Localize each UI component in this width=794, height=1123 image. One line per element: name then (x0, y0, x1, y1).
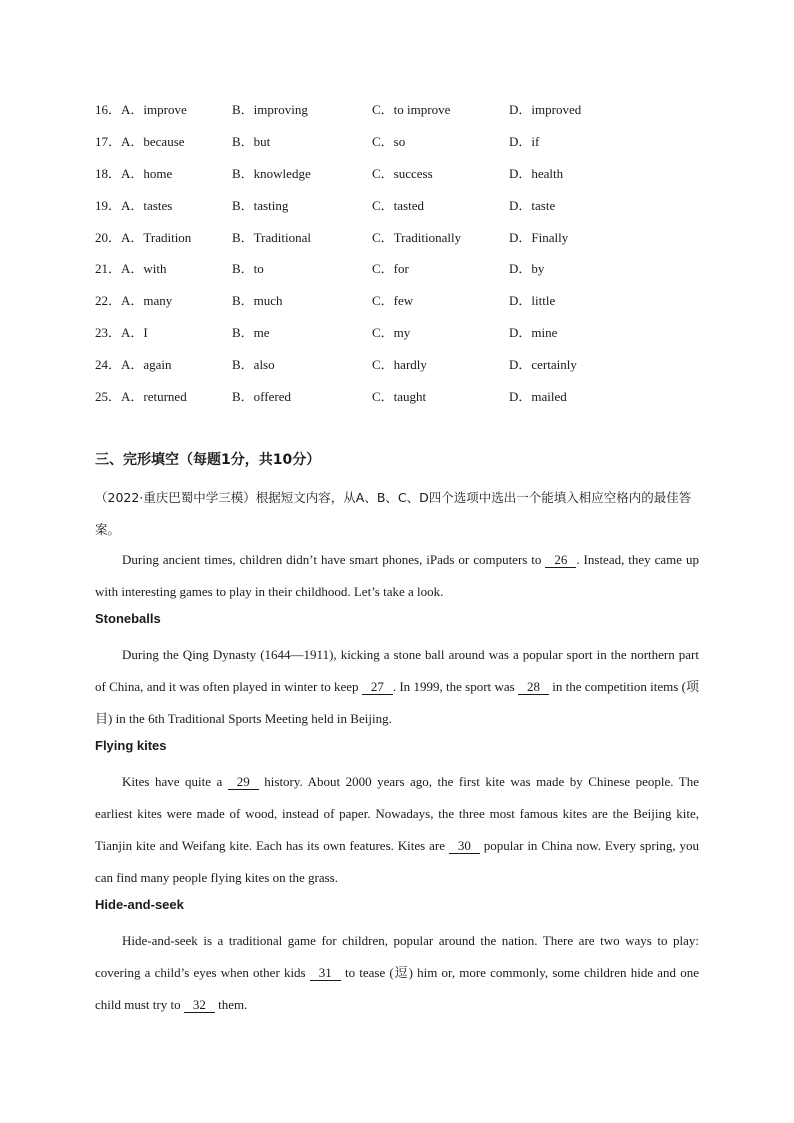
blank-31: 31 (310, 965, 341, 981)
hide-paragraph (95, 925, 699, 1021)
option-a: 25．A．returned (95, 389, 187, 405)
option-b: B．much (232, 293, 283, 309)
stoneballs-text: During the Qing Dynasty (1644—1911), kicking a stone ball around was a popular sport in the northern part of China, and it was often played in winter to keep (95, 647, 699, 694)
section-title: 三、完形填空（每题1分，共10分） (95, 452, 321, 468)
option-d: D．taste (509, 197, 556, 213)
option-a: 19．A．tastes (95, 197, 173, 213)
option-c: C．for (372, 261, 409, 277)
blank-27: 27 (362, 679, 393, 695)
option-row-19 (95, 195, 715, 227)
option-c: C．hardly (372, 357, 427, 373)
option-b: B．tasting (232, 197, 289, 213)
blank-30: 30 (449, 838, 480, 854)
option-c: C．few (372, 293, 414, 309)
heading-flying-kites: Flying kites (95, 738, 167, 753)
blank-32: 32 (184, 997, 215, 1013)
option-row-22 (95, 290, 715, 322)
option-c: C．so (372, 133, 406, 149)
option-b: B．but (232, 133, 271, 149)
option-row-20 (95, 227, 715, 259)
stoneballs-paragraph (95, 639, 699, 735)
blank-28: 28 (518, 679, 549, 695)
kites-text: Kites have quite a (122, 774, 228, 789)
blank-26: 26 (545, 552, 576, 568)
option-b: B．Traditional (232, 229, 311, 245)
option-a: 23．A．I (95, 325, 148, 341)
option-c: C．to improve (372, 102, 451, 117)
option-b: B．me (232, 325, 270, 341)
intro-text: . Instead, they came up with interesting games to play in their childhood. Let’s take a look. (95, 552, 700, 599)
option-row-25 (95, 386, 715, 418)
section-instruction: （2022·重庆巴蜀中学三模）根据短文内容，从A、B、C、D四个选项中选出一个能填入相应空格内的最佳答案。 (95, 490, 692, 537)
option-a: 18．A．home (95, 165, 173, 181)
option-row-16 (95, 99, 715, 131)
option-d: D．by (509, 261, 545, 277)
option-c: C．success (372, 165, 433, 181)
kites-text: popular in China now. Every spring, you can find many people flying kites on the grass. (95, 838, 699, 885)
option-c: C．tasted (372, 197, 424, 213)
option-b: B．also (232, 357, 275, 373)
option-d: D．improved (509, 102, 582, 117)
option-c: C．taught (372, 389, 427, 405)
option-a: 22．A．many (95, 293, 173, 309)
option-d: D．little (509, 293, 556, 309)
option-d: D．if (509, 133, 540, 149)
option-b: B．knowledge (232, 165, 311, 181)
option-a: 17．A．because (95, 133, 185, 149)
stoneballs-text: in the competition items (项目) in the 6th Traditional Sports Meeting held in Beijing. (95, 679, 699, 726)
option-d: D．certainly (509, 357, 577, 373)
hide-text: Hide-and-seek is a traditional game for children, popular around the nation. There are two ways to play: covering a child’s eyes when other kids (95, 933, 699, 980)
option-d: D．Finally (509, 229, 569, 245)
intro-text: During ancient times, children didn’t have smart phones, iPads or computers to (122, 552, 546, 567)
kites-paragraph (95, 766, 699, 894)
hide-text: them. (214, 997, 248, 1012)
hide-text: to tease (逗) him or, more commonly, some children hide and one child must try to (95, 965, 699, 1012)
intro-paragraph (95, 544, 699, 608)
option-a: 20．A．Tradition (95, 229, 192, 245)
option-row-21 (95, 258, 715, 290)
heading-stoneballs: Stoneballs (95, 611, 161, 626)
option-b: B．improving (232, 102, 308, 117)
option-b: B．offered (232, 389, 291, 405)
option-row-18 (95, 163, 715, 195)
option-a: 21．A．with (95, 261, 167, 277)
option-a: 24．A．again (95, 357, 172, 373)
option-b: B．to (232, 261, 264, 277)
option-row-24 (95, 354, 715, 386)
option-row-23 (95, 322, 715, 354)
option-c: C．my (372, 325, 411, 341)
option-c: C．Traditionally (372, 229, 462, 245)
option-row-17 (95, 131, 715, 163)
heading-hide-and-seek: Hide-and-seek (95, 897, 184, 912)
option-a: 16．A．improve (95, 102, 187, 117)
kites-text: history. About 2000 years ago, the first kite was made by Chinese people. The earliest kites were made of wood, instead of paper. Nowadays, the three most famous kites are the Beijing kite, Tianjin kite and Weifang kite. Each has its own features. Kites are (95, 774, 699, 853)
stoneballs-text: . In 1999, the sport was (392, 679, 518, 694)
options-list (95, 99, 715, 418)
option-d: D．health (509, 165, 564, 181)
option-d: D．mine (509, 325, 558, 341)
blank-29: 29 (228, 774, 259, 790)
option-d: D．mailed (509, 389, 567, 405)
